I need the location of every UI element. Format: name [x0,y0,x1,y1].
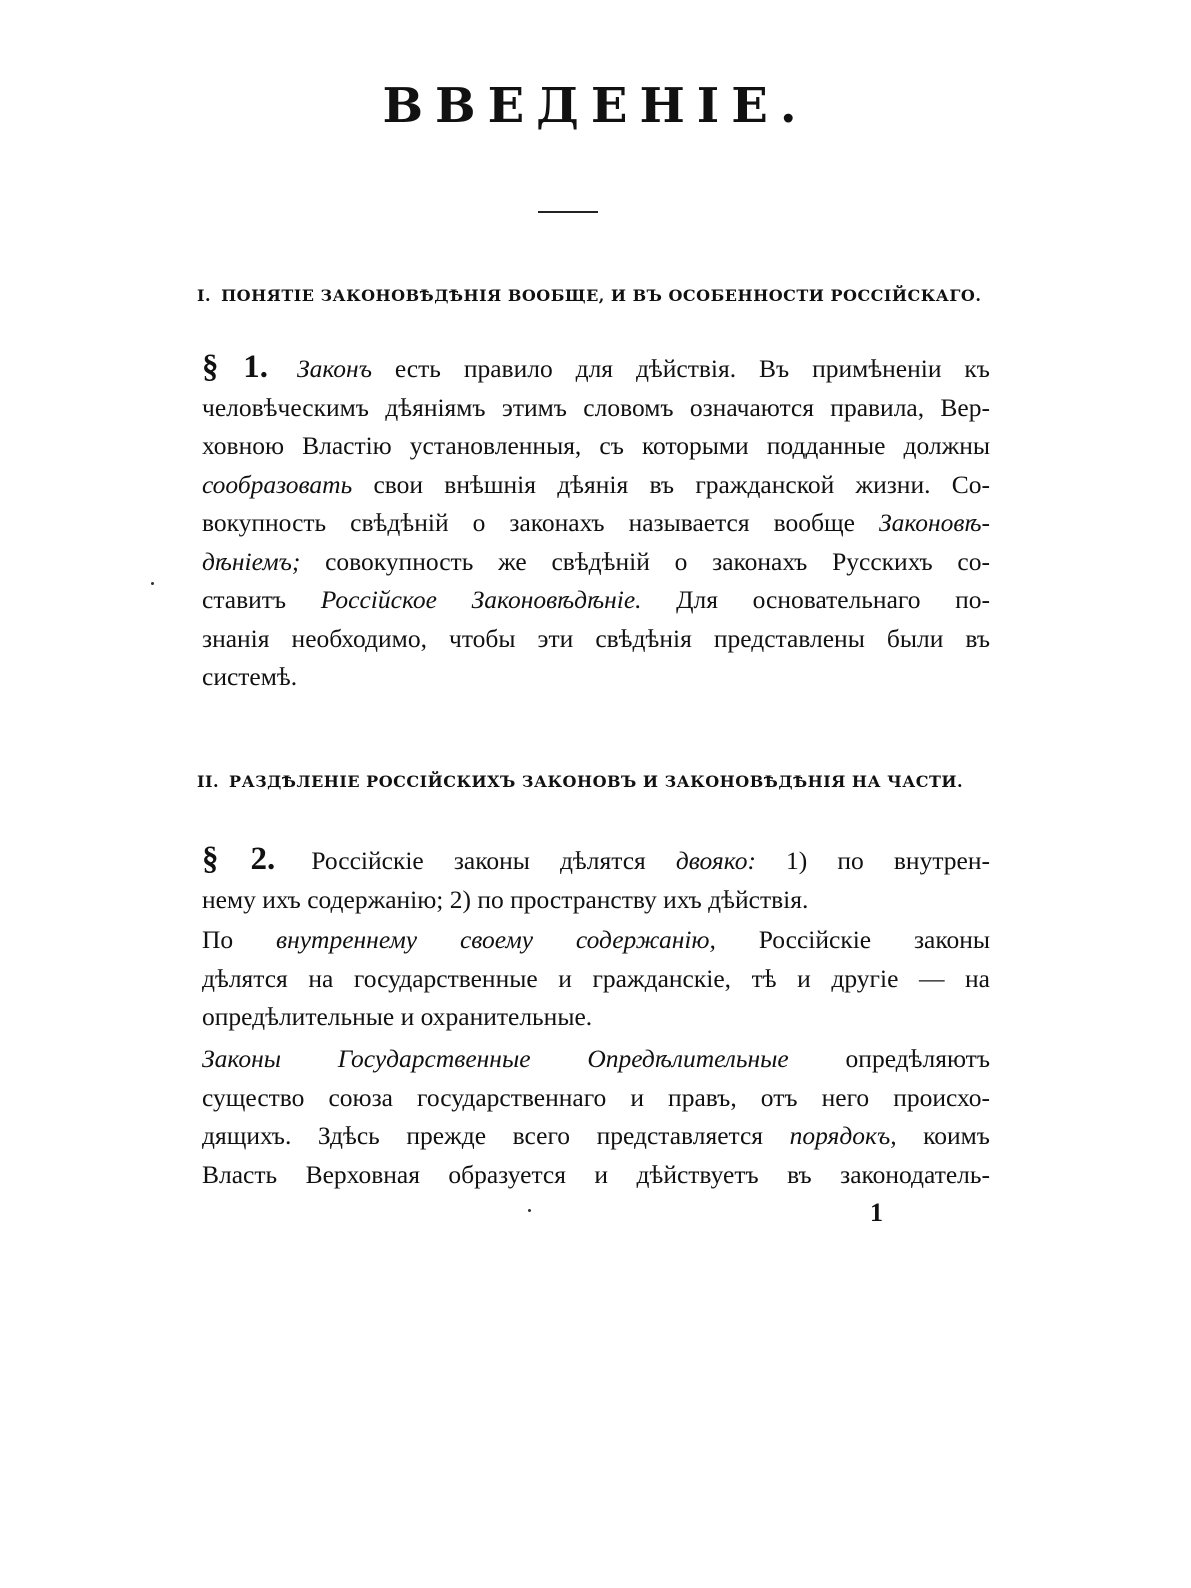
text-line: § 2. Россійскіе законы дѣлятся двояко: 1) по внутрен- [202,841,990,877]
section-symbol-1: § 1. [202,349,269,385]
text-line: дѣніемъ; совокупность же свѣдѣній о законахъ Русскихъ со- [202,546,990,576]
paragraph-3 [170,921,990,1037]
text-line: системѣ. [202,662,298,691]
paragraph-2 [170,840,990,919]
section-heading-2 [197,772,997,791]
ink-speck [528,1209,531,1212]
text-line: знанія необходимо, чтобы эти свѣдѣнія представлены были въ [202,623,990,653]
section-symbol-2: § 2. [202,841,276,877]
section-numeral-1: I. [197,286,212,305]
text-line: существо союза государственнаго и правъ, отъ него происхо- [202,1082,990,1112]
text-line: ховною Властію установленныя, съ которыми подданные должны [202,431,990,460]
text-line: § 1. Законъ есть правило для дѣйствія. Въ примѣненіи къ [202,349,990,385]
paragraph-4 [170,1040,990,1194]
section-numeral-2: II. [197,772,220,791]
title-divider [538,211,598,213]
text-line: вокупность свѣдѣній о законахъ называется вообще Законовѣ- [202,508,990,537]
text-line: опредѣлительные и охранительные. [202,1002,593,1031]
text-line: дящихъ. Здѣсь прежде всего представляется порядокъ, коимъ [202,1121,990,1150]
paragraph-1 [170,348,990,697]
page-title: ВВЕДЕНІЕ. [382,78,809,134]
section-heading-text-2: РАЗДѢЛЕНІЕ РОССІЙСКИХЪ ЗАКОНОВЪ И ЗАКОНОВѢДѢНІЯ НА ЧАСТИ. [229,772,964,791]
text-line: Законы Государственные Опредѣлительные опредѣляютъ [202,1044,991,1073]
ink-speck [151,582,154,585]
section-heading-1 [197,286,997,305]
text-line: ставитъ Россійское Законовѣдѣніе. Для основательнаго по- [202,585,990,614]
text-line: нему ихъ содержанію; 2) по пространству ихъ дѣйствія. [202,884,809,914]
section-heading-text-1: ПОНЯТІЕ ЗАКОНОВѢДѢНІЯ ВООБЩЕ, И ВЪ ОСОБЕННОСТИ РОССІЙСКАГО. [221,286,982,305]
text-line: человѣческимъ дѣяніямъ этимъ словомъ означаются правила, Вер- [202,392,990,422]
text-line: дѣлятся на государственные и гражданскіе, тѣ и другіе — на [202,963,990,993]
text-line: сообразовать свои внѣшнія дѣянія въ гражданской жизни. Со- [202,469,990,499]
page-number: 1 [870,1198,883,1227]
text-line: Власть Верховная образуется и дѣйствуетъ въ законодатель- [202,1159,990,1189]
text-line: По внутреннему своему содержанію, Россійскіе законы [202,925,990,954]
